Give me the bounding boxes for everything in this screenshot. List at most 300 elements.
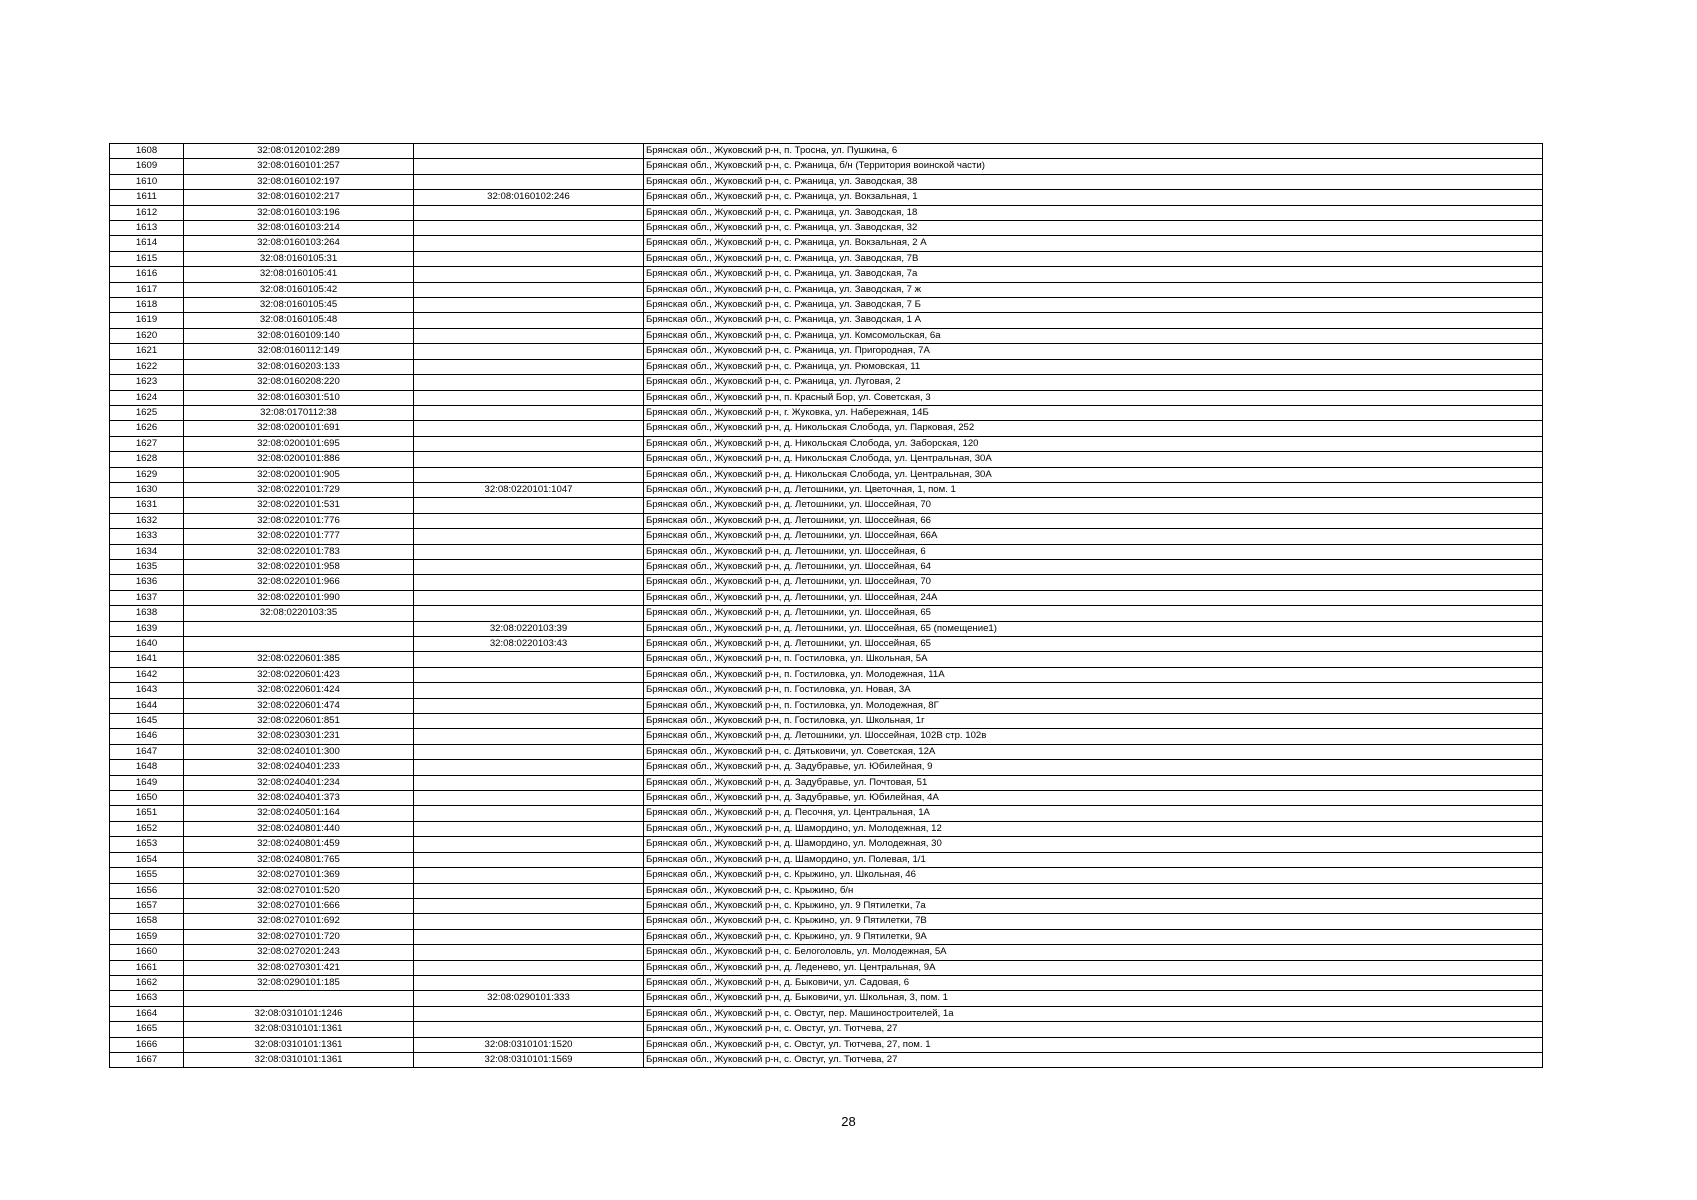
row-number-cell: 1632 xyxy=(110,513,184,528)
related-cadastral-number-cell xyxy=(414,282,644,297)
address-cell: Брянская обл., Жуковский р-н, с. Дятьковичи, ул. Советская, 12А xyxy=(644,744,1543,759)
cadastral-number-cell: 32:08:0220101:958 xyxy=(184,559,414,574)
cadastral-number-cell: 32:08:0220101:966 xyxy=(184,575,414,590)
row-number-cell: 1626 xyxy=(110,421,184,436)
cadastral-number-cell: 32:08:0220601:474 xyxy=(184,698,414,713)
table-row xyxy=(110,637,1543,652)
address-cell: Брянская обл., Жуковский р-н, п. Троснa, ул. Пушкина, 6 xyxy=(644,144,1543,159)
cadastral-number-cell: 32:08:0220601:385 xyxy=(184,652,414,667)
table-row xyxy=(110,914,1543,929)
row-number-cell: 1637 xyxy=(110,590,184,605)
related-cadastral-number-cell xyxy=(414,744,644,759)
address-cell: Брянская обл., Жуковский р-н, д. Летошники, ул. Шоссейная, 24А xyxy=(644,590,1543,605)
table-row xyxy=(110,344,1543,359)
related-cadastral-number-cell xyxy=(414,236,644,251)
related-cadastral-number-cell xyxy=(414,498,644,513)
cadastral-number-cell xyxy=(184,621,414,636)
related-cadastral-number-cell: 32:08:0220103:43 xyxy=(414,637,644,652)
table-row xyxy=(110,144,1543,159)
row-number-cell: 1638 xyxy=(110,606,184,621)
address-cell: Брянская обл., Жуковский р-н, с. Ржаница, ул. Рюмовская, 11 xyxy=(644,359,1543,374)
related-cadastral-number-cell xyxy=(414,945,644,960)
row-number-cell: 1646 xyxy=(110,729,184,744)
property-registry-table xyxy=(109,143,1543,1068)
address-cell: Брянская обл., Жуковский р-н, д. Летошники, ул. Цветочная, 1, пом. 1 xyxy=(644,482,1543,497)
table-row xyxy=(110,945,1543,960)
address-cell: Брянская обл., Жуковский р-н, д. Быковичи, ул. Садовая, 6 xyxy=(644,975,1543,990)
row-number-cell: 1664 xyxy=(110,1006,184,1021)
cadastral-number-cell: 32:08:0220101:729 xyxy=(184,482,414,497)
row-number-cell: 1631 xyxy=(110,498,184,513)
cadastral-number-cell: 32:08:0220101:776 xyxy=(184,513,414,528)
row-number-cell: 1620 xyxy=(110,328,184,343)
table-row xyxy=(110,482,1543,497)
cadastral-number-cell: 32:08:0270101:692 xyxy=(184,914,414,929)
cadastral-number-cell: 32:08:0220101:783 xyxy=(184,544,414,559)
row-number-cell: 1627 xyxy=(110,436,184,451)
table-row xyxy=(110,390,1543,405)
related-cadastral-number-cell xyxy=(414,760,644,775)
row-number-cell: 1661 xyxy=(110,960,184,975)
row-number-cell: 1656 xyxy=(110,883,184,898)
address-cell: Брянская обл., Жуковский р-н, д. Летошники, ул. Шоссейная, 102В стр. 102в xyxy=(644,729,1543,744)
related-cadastral-number-cell xyxy=(414,221,644,236)
table-row xyxy=(110,529,1543,544)
related-cadastral-number-cell xyxy=(414,775,644,790)
row-number-cell: 1649 xyxy=(110,775,184,790)
address-cell: Брянская обл., Жуковский р-н, с. Ржаница, ул. Заводская, 1 А xyxy=(644,313,1543,328)
related-cadastral-number-cell xyxy=(414,883,644,898)
related-cadastral-number-cell: 32:08:0290101:333 xyxy=(414,991,644,1006)
address-cell: Брянская обл., Жуковский р-н, д. Летошники, ул. Шоссейная, 70 xyxy=(644,575,1543,590)
table-row xyxy=(110,236,1543,251)
address-cell: Брянская обл., Жуковский р-н, д. Шамордино, ул. Полевая, 1/1 xyxy=(644,852,1543,867)
row-number-cell: 1654 xyxy=(110,852,184,867)
related-cadastral-number-cell xyxy=(414,1022,644,1037)
table-row xyxy=(110,760,1543,775)
row-number-cell: 1640 xyxy=(110,637,184,652)
address-cell: Брянская обл., Жуковский р-н, д. Летошники, ул. Шоссейная, 65 xyxy=(644,637,1543,652)
cadastral-number-cell: 32:08:0160102:217 xyxy=(184,190,414,205)
address-cell: Брянская обл., Жуковский р-н, д. Задубравье, ул. Почтовая, 51 xyxy=(644,775,1543,790)
table-row xyxy=(110,868,1543,883)
address-cell: Брянская обл., Жуковский р-н, д. Летошники, ул. Шоссейная, 66А xyxy=(644,529,1543,544)
cadastral-number-cell: 32:08:0310101:1361 xyxy=(184,1022,414,1037)
table-row xyxy=(110,498,1543,513)
table-row xyxy=(110,1037,1543,1052)
row-number-cell: 1612 xyxy=(110,205,184,220)
address-cell: Брянская обл., Жуковский р-н, д. Летошники, ул. Шоссейная, 70 xyxy=(644,498,1543,513)
row-number-cell: 1623 xyxy=(110,375,184,390)
row-number-cell: 1657 xyxy=(110,898,184,913)
table-row xyxy=(110,929,1543,944)
table-row xyxy=(110,375,1543,390)
related-cadastral-number-cell xyxy=(414,390,644,405)
address-cell: Брянская обл., Жуковский р-н, с. Ржаница, ул. Комсомольская, 6а xyxy=(644,328,1543,343)
cadastral-number-cell xyxy=(184,991,414,1006)
address-cell: Брянская обл., Жуковский р-н, с. Крыжино, ул. Школьная, 46 xyxy=(644,868,1543,883)
related-cadastral-number-cell: 32:08:0220103:39 xyxy=(414,621,644,636)
row-number-cell: 1639 xyxy=(110,621,184,636)
row-number-cell: 1648 xyxy=(110,760,184,775)
cadastral-number-cell: 32:08:0290101:185 xyxy=(184,975,414,990)
cadastral-number-cell: 32:08:0240501:164 xyxy=(184,806,414,821)
related-cadastral-number-cell xyxy=(414,405,644,420)
related-cadastral-number-cell xyxy=(414,729,644,744)
related-cadastral-number-cell xyxy=(414,267,644,282)
cadastral-number-cell: 32:08:0220103:35 xyxy=(184,606,414,621)
row-number-cell: 1628 xyxy=(110,452,184,467)
cadastral-number-cell: 32:08:0200101:691 xyxy=(184,421,414,436)
address-cell: Брянская обл., Жуковский р-н, с. Ржаница, б/н (Территория воинской части) xyxy=(644,159,1543,174)
related-cadastral-number-cell xyxy=(414,714,644,729)
table-row xyxy=(110,405,1543,420)
table-row xyxy=(110,513,1543,528)
row-number-cell: 1641 xyxy=(110,652,184,667)
table-row xyxy=(110,1022,1543,1037)
table-row xyxy=(110,267,1543,282)
row-number-cell: 1624 xyxy=(110,390,184,405)
cadastral-number-cell: 32:08:0240401:234 xyxy=(184,775,414,790)
row-number-cell: 1630 xyxy=(110,482,184,497)
cadastral-number-cell: 32:08:0270101:369 xyxy=(184,868,414,883)
address-cell: Брянская обл., Жуковский р-н, с. Овстуг, пер. Машиностроителей, 1а xyxy=(644,1006,1543,1021)
address-cell: Брянская обл., Жуковский р-н, с. Белоголовль, ул. Молодежная, 5А xyxy=(644,945,1543,960)
related-cadastral-number-cell xyxy=(414,868,644,883)
table-row xyxy=(110,1006,1543,1021)
row-number-cell: 1617 xyxy=(110,282,184,297)
address-cell: Брянская обл., Жуковский р-н, с. Овстуг, ул. Тютчева, 27 xyxy=(644,1052,1543,1067)
address-cell: Брянская обл., Жуковский р-н, д. Шамордино, ул. Молодежная, 12 xyxy=(644,821,1543,836)
address-cell: Брянская обл., Жуковский р-н, д. Никольская Слобода, ул. Центральная, 30А xyxy=(644,452,1543,467)
address-cell: Брянская обл., Жуковский р-н, д. Летошники, ул. Шоссейная, 65 xyxy=(644,606,1543,621)
table-row xyxy=(110,852,1543,867)
cadastral-number-cell: 32:08:0310101:1246 xyxy=(184,1006,414,1021)
address-cell: Брянская обл., Жуковский р-н, д. Песочня, ул. Центральная, 1А xyxy=(644,806,1543,821)
table-row xyxy=(110,282,1543,297)
cadastral-number-cell: 32:08:0160105:41 xyxy=(184,267,414,282)
address-cell: Брянская обл., Жуковский р-н, д. Леденево, ул. Центральная, 9А xyxy=(644,960,1543,975)
cadastral-number-cell: 32:08:0310101:1361 xyxy=(184,1052,414,1067)
cadastral-number-cell: 32:08:0220601:423 xyxy=(184,667,414,682)
cadastral-number-cell: 32:08:0160203:133 xyxy=(184,359,414,374)
cadastral-number-cell: 32:08:0160208:220 xyxy=(184,375,414,390)
cadastral-number-cell: 32:08:0220101:777 xyxy=(184,529,414,544)
related-cadastral-number-cell xyxy=(414,313,644,328)
address-cell: Брянская обл., Жуковский р-н, с. Крыжино, ул. 9 Пятилетки, 7В xyxy=(644,914,1543,929)
table-row xyxy=(110,960,1543,975)
cadastral-number-cell: 32:08:0160109:140 xyxy=(184,328,414,343)
related-cadastral-number-cell xyxy=(414,529,644,544)
related-cadastral-number-cell xyxy=(414,806,644,821)
cadastral-number-cell: 32:08:0220101:990 xyxy=(184,590,414,605)
cadastral-number-cell: 32:08:0160112:149 xyxy=(184,344,414,359)
row-number-cell: 1642 xyxy=(110,667,184,682)
cadastral-number-cell: 32:08:0240401:373 xyxy=(184,791,414,806)
cadastral-number-cell: 32:08:0200101:886 xyxy=(184,452,414,467)
address-cell: Брянская обл., Жуковский р-н, с. Овстуг, ул. Тютчева, 27 xyxy=(644,1022,1543,1037)
related-cadastral-number-cell xyxy=(414,590,644,605)
table-row xyxy=(110,159,1543,174)
table-row xyxy=(110,1052,1543,1067)
address-cell: Брянская обл., Жуковский р-н, п. Гостиловка, ул. Молодежная, 11А xyxy=(644,667,1543,682)
cadastral-number-cell: 32:08:0270101:520 xyxy=(184,883,414,898)
related-cadastral-number-cell xyxy=(414,544,644,559)
related-cadastral-number-cell xyxy=(414,251,644,266)
related-cadastral-number-cell xyxy=(414,683,644,698)
address-cell: Брянская обл., Жуковский р-н, с. Ржаница, ул. Заводская, 18 xyxy=(644,205,1543,220)
address-cell: Брянская обл., Жуковский р-н, с. Ржаница, ул. Заводская, 7 Б xyxy=(644,298,1543,313)
cadastral-number-cell: 32:08:0160105:31 xyxy=(184,251,414,266)
address-cell: Брянская обл., Жуковский р-н, п. Гостиловка, ул. Школьная, 1г xyxy=(644,714,1543,729)
row-number-cell: 1608 xyxy=(110,144,184,159)
related-cadastral-number-cell xyxy=(414,436,644,451)
address-cell: Брянская обл., Жуковский р-н, с. Ржаница, ул. Вокзальная, 1 xyxy=(644,190,1543,205)
row-number-cell: 1615 xyxy=(110,251,184,266)
address-cell: Брянская обл., Жуковский р-н, с. Ржаница, ул. Заводская, 32 xyxy=(644,221,1543,236)
table-row xyxy=(110,328,1543,343)
table-row xyxy=(110,652,1543,667)
related-cadastral-number-cell xyxy=(414,375,644,390)
related-cadastral-number-cell xyxy=(414,929,644,944)
row-number-cell: 1645 xyxy=(110,714,184,729)
address-cell: Брянская обл., Жуковский р-н, д. Летошники, ул. Шоссейная, 66 xyxy=(644,513,1543,528)
cadastral-number-cell: 32:08:0200101:695 xyxy=(184,436,414,451)
table-row xyxy=(110,221,1543,236)
related-cadastral-number-cell: 32:08:0220101:1047 xyxy=(414,482,644,497)
related-cadastral-number-cell xyxy=(414,852,644,867)
row-number-cell: 1647 xyxy=(110,744,184,759)
row-number-cell: 1636 xyxy=(110,575,184,590)
related-cadastral-number-cell xyxy=(414,328,644,343)
cadastral-number-cell: 32:08:0160301:510 xyxy=(184,390,414,405)
row-number-cell: 1665 xyxy=(110,1022,184,1037)
cadastral-number-cell: 32:08:0240801:440 xyxy=(184,821,414,836)
registry-table-body xyxy=(110,144,1543,1068)
table-row xyxy=(110,883,1543,898)
address-cell: Брянская обл., Жуковский р-н, с. Овстуг, ул. Тютчева, 27, пом. 1 xyxy=(644,1037,1543,1052)
address-cell: Брянская обл., Жуковский р-н, с. Крыжино, ул. 9 Пятилетки, 9А xyxy=(644,929,1543,944)
row-number-cell: 1611 xyxy=(110,190,184,205)
table-row xyxy=(110,806,1543,821)
address-cell: Брянская обл., Жуковский р-н, д. Никольская Слобода, ул. Центральная, 30А xyxy=(644,467,1543,482)
row-number-cell: 1655 xyxy=(110,868,184,883)
table-row xyxy=(110,698,1543,713)
table-row xyxy=(110,421,1543,436)
address-cell: Брянская обл., Жуковский р-н, с. Ржаница, ул. Пригородная, 7А xyxy=(644,344,1543,359)
related-cadastral-number-cell xyxy=(414,513,644,528)
table-row xyxy=(110,436,1543,451)
table-row xyxy=(110,590,1543,605)
row-number-cell: 1633 xyxy=(110,529,184,544)
related-cadastral-number-cell xyxy=(414,421,644,436)
related-cadastral-number-cell xyxy=(414,606,644,621)
cadastral-number-cell: 32:08:0160103:214 xyxy=(184,221,414,236)
related-cadastral-number-cell xyxy=(414,575,644,590)
cadastral-number-cell: 32:08:0220101:531 xyxy=(184,498,414,513)
related-cadastral-number-cell: 32:08:0160102:246 xyxy=(414,190,644,205)
cadastral-number-cell: 32:08:0220601:424 xyxy=(184,683,414,698)
table-row xyxy=(110,359,1543,374)
related-cadastral-number-cell xyxy=(414,559,644,574)
related-cadastral-number-cell xyxy=(414,960,644,975)
cadastral-number-cell: 32:08:0160102:197 xyxy=(184,174,414,189)
row-number-cell: 1609 xyxy=(110,159,184,174)
table-row xyxy=(110,714,1543,729)
related-cadastral-number-cell xyxy=(414,914,644,929)
related-cadastral-number-cell xyxy=(414,791,644,806)
cadastral-number-cell: 32:08:0160101:257 xyxy=(184,159,414,174)
row-number-cell: 1662 xyxy=(110,975,184,990)
address-cell: Брянская обл., Жуковский р-н, п. Красный Бор, ул. Советская, 3 xyxy=(644,390,1543,405)
row-number-cell: 1622 xyxy=(110,359,184,374)
related-cadastral-number-cell xyxy=(414,698,644,713)
row-number-cell: 1618 xyxy=(110,298,184,313)
cadastral-number-cell: 32:08:0160103:264 xyxy=(184,236,414,251)
cadastral-number-cell: 32:08:0160105:48 xyxy=(184,313,414,328)
row-number-cell: 1652 xyxy=(110,821,184,836)
address-cell: Брянская обл., Жуковский р-н, д. Летошники, ул. Шоссейная, 6 xyxy=(644,544,1543,559)
table-row xyxy=(110,452,1543,467)
cadastral-number-cell: 32:08:0310101:1361 xyxy=(184,1037,414,1052)
cadastral-number-cell: 32:08:0230301:231 xyxy=(184,729,414,744)
table-row xyxy=(110,467,1543,482)
cadastral-number-cell: 32:08:0270301:421 xyxy=(184,960,414,975)
table-row xyxy=(110,190,1543,205)
row-number-cell: 1667 xyxy=(110,1052,184,1067)
cadastral-number-cell: 32:08:0160105:42 xyxy=(184,282,414,297)
related-cadastral-number-cell xyxy=(414,667,644,682)
row-number-cell: 1653 xyxy=(110,837,184,852)
row-number-cell: 1644 xyxy=(110,698,184,713)
cadastral-number-cell: 32:08:0160103:196 xyxy=(184,205,414,220)
row-number-cell: 1663 xyxy=(110,991,184,1006)
related-cadastral-number-cell xyxy=(414,1006,644,1021)
related-cadastral-number-cell xyxy=(414,174,644,189)
related-cadastral-number-cell xyxy=(414,975,644,990)
row-number-cell: 1660 xyxy=(110,945,184,960)
row-number-cell: 1616 xyxy=(110,267,184,282)
table-row xyxy=(110,559,1543,574)
address-cell: Брянская обл., Жуковский р-н, п. Гостиловка, ул. Новая, 3А xyxy=(644,683,1543,698)
cadastral-number-cell: 32:08:0240801:459 xyxy=(184,837,414,852)
cadastral-number-cell xyxy=(184,637,414,652)
related-cadastral-number-cell xyxy=(414,898,644,913)
address-cell: Брянская обл., Жуковский р-н, с. Крыжино, б/н xyxy=(644,883,1543,898)
row-number-cell: 1619 xyxy=(110,313,184,328)
table-row xyxy=(110,298,1543,313)
address-cell: Брянская обл., Жуковский р-н, г. Жуковка, ул. Набережная, 14Б xyxy=(644,405,1543,420)
table-row xyxy=(110,174,1543,189)
address-cell: Брянская обл., Жуковский р-н, с. Ржаница, ул. Заводская, 7а xyxy=(644,267,1543,282)
row-number-cell: 1634 xyxy=(110,544,184,559)
row-number-cell: 1651 xyxy=(110,806,184,821)
address-cell: Брянская обл., Жуковский р-н, д. Никольская Слобода, ул. Заборская, 120 xyxy=(644,436,1543,451)
related-cadastral-number-cell xyxy=(414,205,644,220)
cadastral-number-cell: 32:08:0170112:38 xyxy=(184,405,414,420)
cadastral-number-cell: 32:08:0200101:905 xyxy=(184,467,414,482)
table-row xyxy=(110,791,1543,806)
row-number-cell: 1625 xyxy=(110,405,184,420)
address-cell: Брянская обл., Жуковский р-н, д. Быковичи, ул. Школьная, 3, пом. 1 xyxy=(644,991,1543,1006)
address-cell: Брянская обл., Жуковский р-н, с. Ржаница, ул. Вокзальная, 2 А xyxy=(644,236,1543,251)
row-number-cell: 1643 xyxy=(110,683,184,698)
address-cell: Брянская обл., Жуковский р-н, с. Ржаница, ул. Луговая, 2 xyxy=(644,375,1543,390)
table-row xyxy=(110,898,1543,913)
row-number-cell: 1635 xyxy=(110,559,184,574)
cadastral-number-cell: 32:08:0120102:289 xyxy=(184,144,414,159)
row-number-cell: 1610 xyxy=(110,174,184,189)
related-cadastral-number-cell xyxy=(414,452,644,467)
table-row xyxy=(110,575,1543,590)
address-cell: Брянская обл., Жуковский р-н, д. Летошники, ул. Шоссейная, 64 xyxy=(644,559,1543,574)
cadastral-number-cell: 32:08:0240101:300 xyxy=(184,744,414,759)
table-row xyxy=(110,975,1543,990)
table-row xyxy=(110,775,1543,790)
cadastral-number-cell: 32:08:0220601:851 xyxy=(184,714,414,729)
cadastral-number-cell: 32:08:0270101:720 xyxy=(184,929,414,944)
address-cell: Брянская обл., Жуковский р-н, п. Гостиловка, ул. Школьная, 5А xyxy=(644,652,1543,667)
address-cell: Брянская обл., Жуковский р-н, с. Ржаница, ул. Заводская, 7В xyxy=(644,251,1543,266)
related-cadastral-number-cell xyxy=(414,298,644,313)
table-row xyxy=(110,205,1543,220)
address-cell: Брянская обл., Жуковский р-н, с. Ржаница, ул. Заводская, 38 xyxy=(644,174,1543,189)
address-cell: Брянская обл., Жуковский р-н, д. Летошники, ул. Шоссейная, 65 (помещение1) xyxy=(644,621,1543,636)
address-cell: Брянская обл., Жуковский р-н, с. Крыжино, ул. 9 Пятилетки, 7а xyxy=(644,898,1543,913)
cadastral-number-cell: 32:08:0240401:233 xyxy=(184,760,414,775)
address-cell: Брянская обл., Жуковский р-н, д. Задубравье, ул. Юбилейная, 9 xyxy=(644,760,1543,775)
related-cadastral-number-cell xyxy=(414,159,644,174)
page-number: 28 xyxy=(841,1114,856,1129)
address-cell: Брянская обл., Жуковский р-н, д. Задубравье, ул. Юбилейная, 4А xyxy=(644,791,1543,806)
related-cadastral-number-cell xyxy=(414,821,644,836)
row-number-cell: 1650 xyxy=(110,791,184,806)
cadastral-number-cell: 32:08:0270201:243 xyxy=(184,945,414,960)
related-cadastral-number-cell xyxy=(414,652,644,667)
row-number-cell: 1614 xyxy=(110,236,184,251)
row-number-cell: 1659 xyxy=(110,929,184,944)
table-row xyxy=(110,313,1543,328)
table-row xyxy=(110,606,1543,621)
table-row xyxy=(110,251,1543,266)
related-cadastral-number-cell xyxy=(414,344,644,359)
related-cadastral-number-cell xyxy=(414,467,644,482)
related-cadastral-number-cell: 32:08:0310101:1569 xyxy=(414,1052,644,1067)
table-row xyxy=(110,621,1543,636)
related-cadastral-number-cell xyxy=(414,144,644,159)
table-row xyxy=(110,821,1543,836)
table-row xyxy=(110,744,1543,759)
row-number-cell: 1658 xyxy=(110,914,184,929)
row-number-cell: 1666 xyxy=(110,1037,184,1052)
address-cell: Брянская обл., Жуковский р-н, п. Гостиловка, ул. Молодежная, 8Г xyxy=(644,698,1543,713)
row-number-cell: 1621 xyxy=(110,344,184,359)
address-cell: Брянская обл., Жуковский р-н, д. Никольская Слобода, ул. Парковая, 252 xyxy=(644,421,1543,436)
row-number-cell: 1629 xyxy=(110,467,184,482)
related-cadastral-number-cell xyxy=(414,359,644,374)
address-cell: Брянская обл., Жуковский р-н, с. Ржаница, ул. Заводская, 7 ж xyxy=(644,282,1543,297)
table-row xyxy=(110,544,1543,559)
table-row xyxy=(110,991,1543,1006)
table-row xyxy=(110,683,1543,698)
cadastral-number-cell: 32:08:0240801:765 xyxy=(184,852,414,867)
table-row xyxy=(110,667,1543,682)
related-cadastral-number-cell xyxy=(414,837,644,852)
row-number-cell: 1613 xyxy=(110,221,184,236)
table-row xyxy=(110,837,1543,852)
cadastral-number-cell: 32:08:0270101:666 xyxy=(184,898,414,913)
related-cadastral-number-cell: 32:08:0310101:1520 xyxy=(414,1037,644,1052)
